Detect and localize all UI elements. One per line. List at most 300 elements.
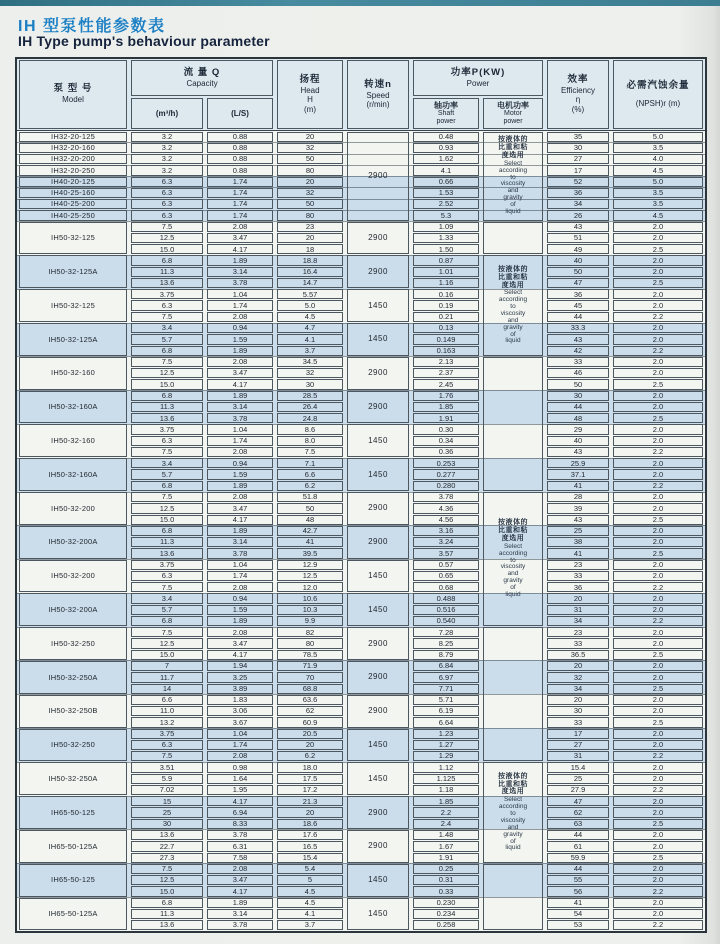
speed-cell: 2900 bbox=[347, 357, 409, 390]
efficiency-cell: 31 bbox=[547, 751, 609, 761]
head-cell: 7.1 bbox=[277, 458, 343, 468]
efficiency-cell: 43 bbox=[547, 334, 609, 344]
capacity-m3h-cell: 5.7 bbox=[131, 605, 203, 615]
shaft-power-cell: 0.230 bbox=[413, 898, 479, 908]
speed-cell: 1450 bbox=[347, 593, 409, 626]
npsh-cell: 4.5 bbox=[613, 210, 703, 220]
page-title-cn: IH 型泵性能参数表 bbox=[18, 18, 166, 35]
model-cell: IH50-32-160A bbox=[19, 458, 127, 491]
capacity-m3h-cell: 7.5 bbox=[131, 222, 203, 232]
head-cell: 78.5 bbox=[277, 650, 343, 660]
efficiency-cell: 25 bbox=[547, 526, 609, 536]
capacity-ls-cell: 1.89 bbox=[207, 526, 273, 536]
npsh-cell: 2.0 bbox=[613, 796, 703, 806]
capacity-ls-cell: 0.94 bbox=[207, 593, 273, 603]
shaft-power-cell: 1.27 bbox=[413, 740, 479, 750]
shaft-power-cell: 1.48 bbox=[413, 830, 479, 840]
efficiency-cell: 43 bbox=[547, 222, 609, 232]
table-header bbox=[17, 59, 705, 131]
capacity-ls-cell: 1.59 bbox=[207, 605, 273, 615]
model-cell: IH65-50-125 bbox=[19, 864, 127, 897]
header-capacity-m3h: (m³/h) bbox=[131, 98, 203, 129]
head-cell: 14.7 bbox=[277, 278, 343, 288]
capacity-ls-cell: 0.88 bbox=[207, 143, 273, 153]
table-body bbox=[17, 131, 705, 931]
capacity-m3h-cell: 6.3 bbox=[131, 177, 203, 187]
efficiency-cell: 33 bbox=[547, 638, 609, 648]
speed-cell: 1450 bbox=[347, 289, 409, 322]
npsh-cell: 2.0 bbox=[613, 762, 703, 772]
shaft-power-cell: 0.34 bbox=[413, 436, 479, 446]
header-motor-power: 电机功率 Motor power bbox=[483, 98, 543, 129]
capacity-m3h-cell: 6.3 bbox=[131, 210, 203, 220]
head-cell: 60.9 bbox=[277, 717, 343, 727]
capacity-ls-cell: 0.94 bbox=[207, 323, 273, 333]
efficiency-cell: 37.1 bbox=[547, 469, 609, 479]
head-cell: 4.1 bbox=[277, 334, 343, 344]
capacity-ls-cell: 3.89 bbox=[207, 684, 273, 694]
shaft-power-cell: 1.85 bbox=[413, 796, 479, 806]
efficiency-cell: 41 bbox=[547, 898, 609, 908]
npsh-cell: 2.2 bbox=[613, 920, 703, 930]
capacity-m3h-cell: 12.5 bbox=[131, 233, 203, 243]
capacity-m3h-cell: 3.4 bbox=[131, 323, 203, 333]
efficiency-cell: 56 bbox=[547, 886, 609, 896]
shaft-power-cell: 0.33 bbox=[413, 886, 479, 896]
speed-cell: 2900 bbox=[347, 796, 409, 829]
motor-note-cn: 按液体的 比重和粘 度选用 bbox=[498, 519, 528, 542]
efficiency-cell: 30 bbox=[547, 391, 609, 401]
capacity-m3h-cell: 15.0 bbox=[131, 650, 203, 660]
motor-power-cell bbox=[483, 222, 543, 255]
efficiency-cell: 43 bbox=[547, 447, 609, 457]
head-cell: 63.6 bbox=[277, 695, 343, 705]
npsh-cell: 2.0 bbox=[613, 830, 703, 840]
head-cell: 50 bbox=[277, 154, 343, 164]
capacity-m3h-cell: 7.5 bbox=[131, 864, 203, 874]
npsh-cell: 2.2 bbox=[613, 616, 703, 626]
capacity-ls-cell: 3.78 bbox=[207, 920, 273, 930]
head-cell: 8.6 bbox=[277, 424, 343, 434]
capacity-m3h-cell: 6.8 bbox=[131, 255, 203, 265]
speed-cell: 1450 bbox=[347, 560, 409, 593]
npsh-cell: 2.0 bbox=[613, 864, 703, 874]
shaft-power-cell: 1.53 bbox=[413, 188, 479, 198]
efficiency-cell: 41 bbox=[547, 481, 609, 491]
model-cell: IH32-20-200 bbox=[19, 154, 127, 164]
efficiency-cell: 20 bbox=[547, 593, 609, 603]
npsh-cell: 2.0 bbox=[613, 909, 703, 919]
npsh-cell: 2.2 bbox=[613, 481, 703, 491]
head-cell: 51.8 bbox=[277, 492, 343, 502]
head-cell: 5.4 bbox=[277, 864, 343, 874]
npsh-cell: 2.0 bbox=[613, 537, 703, 547]
shaft-power-cell: 0.540 bbox=[413, 616, 479, 626]
head-cell: 80 bbox=[277, 638, 343, 648]
npsh-cell: 2.0 bbox=[613, 300, 703, 310]
capacity-ls-cell: 2.08 bbox=[207, 627, 273, 637]
capacity-m3h-cell: 11.0 bbox=[131, 706, 203, 716]
npsh-cell: 2.0 bbox=[613, 334, 703, 344]
speed-cell: 2900 bbox=[347, 526, 409, 559]
efficiency-cell: 40 bbox=[547, 436, 609, 446]
capacity-ls-cell: 2.08 bbox=[207, 222, 273, 232]
capacity-ls-cell: 1.74 bbox=[207, 177, 273, 187]
npsh-cell: 2.5 bbox=[613, 684, 703, 694]
npsh-cell: 4.5 bbox=[613, 165, 703, 175]
capacity-m3h-cell: 15.0 bbox=[131, 886, 203, 896]
efficiency-cell: 42 bbox=[547, 346, 609, 356]
capacity-m3h-cell: 12.5 bbox=[131, 875, 203, 885]
npsh-cell: 2.0 bbox=[613, 424, 703, 434]
efficiency-cell: 44 bbox=[547, 864, 609, 874]
efficiency-cell: 33 bbox=[547, 717, 609, 727]
npsh-cell: 2.0 bbox=[613, 402, 703, 412]
capacity-m3h-cell: 6.6 bbox=[131, 695, 203, 705]
capacity-m3h-cell: 5.7 bbox=[131, 334, 203, 344]
capacity-m3h-cell: 15.0 bbox=[131, 379, 203, 389]
head-cell: 28.5 bbox=[277, 391, 343, 401]
capacity-m3h-cell: 7.02 bbox=[131, 785, 203, 795]
head-cell: 68.8 bbox=[277, 684, 343, 694]
head-cell: 17.2 bbox=[277, 785, 343, 795]
shaft-power-cell: 4.56 bbox=[413, 515, 479, 525]
npsh-cell: 2.0 bbox=[613, 267, 703, 277]
capacity-m3h-cell: 11.3 bbox=[131, 267, 203, 277]
capacity-m3h-cell: 15.0 bbox=[131, 244, 203, 254]
head-cell: 4.5 bbox=[277, 886, 343, 896]
shaft-power-cell: 1.50 bbox=[413, 244, 479, 254]
efficiency-cell: 50 bbox=[547, 267, 609, 277]
head-cell: 18 bbox=[277, 244, 343, 254]
model-cell: IH32-20-250 bbox=[19, 165, 127, 175]
capacity-ls-cell: 2.08 bbox=[207, 312, 273, 322]
capacity-m3h-cell: 6.3 bbox=[131, 188, 203, 198]
shaft-power-cell: 4.36 bbox=[413, 503, 479, 513]
capacity-ls-cell: 1.94 bbox=[207, 661, 273, 671]
npsh-cell: 2.5 bbox=[613, 717, 703, 727]
model-cell: IH40-25-200 bbox=[19, 199, 127, 209]
shaft-power-cell: 3.57 bbox=[413, 548, 479, 558]
motor-note-en: Select according to viscosity and gravity of liquid bbox=[498, 159, 528, 215]
head-cell: 4.7 bbox=[277, 323, 343, 333]
npsh-cell: 2.0 bbox=[613, 593, 703, 603]
motor-note-cn: 按液体的 比重和粘 度选用 bbox=[498, 136, 528, 159]
npsh-cell: 2.2 bbox=[613, 447, 703, 457]
shaft-power-cell: 1.09 bbox=[413, 222, 479, 232]
npsh-cell: 2.5 bbox=[613, 853, 703, 863]
head-cell: 48 bbox=[277, 515, 343, 525]
shaft-power-cell: 0.31 bbox=[413, 875, 479, 885]
shaft-power-cell: 8.25 bbox=[413, 638, 479, 648]
npsh-cell: 2.0 bbox=[613, 605, 703, 615]
head-cell: 3.7 bbox=[277, 920, 343, 930]
shaft-power-cell: 7.71 bbox=[413, 684, 479, 694]
header-model: 泵 型 号 Model bbox=[19, 60, 127, 129]
capacity-ls-cell: 4.17 bbox=[207, 650, 273, 660]
efficiency-cell: 36 bbox=[547, 289, 609, 299]
efficiency-cell: 30 bbox=[547, 706, 609, 716]
capacity-ls-cell: 2.08 bbox=[207, 751, 273, 761]
shaft-power-cell: 6.64 bbox=[413, 717, 479, 727]
model-cell: IH32-20-160 bbox=[19, 143, 127, 153]
shaft-power-cell: 0.21 bbox=[413, 312, 479, 322]
capacity-ls-cell: 2.08 bbox=[207, 582, 273, 592]
efficiency-cell: 32 bbox=[547, 672, 609, 682]
head-cell: 3.7 bbox=[277, 346, 343, 356]
capacity-m3h-cell: 12.5 bbox=[131, 368, 203, 378]
head-cell: 32 bbox=[277, 188, 343, 198]
capacity-m3h-cell: 7.5 bbox=[131, 751, 203, 761]
model-cell: IH40-25-250 bbox=[19, 210, 127, 220]
efficiency-cell: 44 bbox=[547, 402, 609, 412]
head-cell: 4.5 bbox=[277, 312, 343, 322]
capacity-ls-cell: 0.94 bbox=[207, 458, 273, 468]
capacity-m3h-cell: 3.2 bbox=[131, 165, 203, 175]
capacity-m3h-cell: 6.3 bbox=[131, 436, 203, 446]
npsh-cell: 2.2 bbox=[613, 582, 703, 592]
efficiency-cell: 61 bbox=[547, 841, 609, 851]
capacity-m3h-cell: 6.8 bbox=[131, 391, 203, 401]
model-cell: IH50-32-125A bbox=[19, 323, 127, 356]
npsh-cell: 2.0 bbox=[613, 492, 703, 502]
capacity-ls-cell: 1.59 bbox=[207, 469, 273, 479]
efficiency-cell: 30 bbox=[547, 143, 609, 153]
capacity-ls-cell: 3.47 bbox=[207, 368, 273, 378]
npsh-cell: 2.2 bbox=[613, 346, 703, 356]
npsh-cell: 2.0 bbox=[613, 774, 703, 784]
shaft-power-cell: 1.23 bbox=[413, 729, 479, 739]
capacity-m3h-cell: 5.9 bbox=[131, 774, 203, 784]
npsh-cell: 5.0 bbox=[613, 177, 703, 187]
capacity-m3h-cell: 11.3 bbox=[131, 537, 203, 547]
npsh-cell: 2.2 bbox=[613, 751, 703, 761]
shaft-power-cell: 0.280 bbox=[413, 481, 479, 491]
capacity-ls-cell: 1.89 bbox=[207, 481, 273, 491]
capacity-ls-cell: 1.74 bbox=[207, 740, 273, 750]
efficiency-cell: 53 bbox=[547, 920, 609, 930]
speed-cell: 1450 bbox=[347, 458, 409, 491]
capacity-m3h-cell: 12.5 bbox=[131, 638, 203, 648]
capacity-m3h-cell: 13.6 bbox=[131, 920, 203, 930]
shaft-power-cell: 0.163 bbox=[413, 346, 479, 356]
capacity-ls-cell: 8.33 bbox=[207, 819, 273, 829]
capacity-m3h-cell: 11.7 bbox=[131, 672, 203, 682]
head-cell: 5 bbox=[277, 875, 343, 885]
model-cell: IH50-32-160A bbox=[19, 391, 127, 424]
capacity-m3h-cell: 11.3 bbox=[131, 909, 203, 919]
head-cell: 10.3 bbox=[277, 605, 343, 615]
capacity-m3h-cell: 7 bbox=[131, 661, 203, 671]
motor-note-cn: 按液体的 比重和粘 度选用 bbox=[498, 265, 528, 289]
capacity-m3h-cell: 3.75 bbox=[131, 424, 203, 434]
capacity-m3h-cell: 27.3 bbox=[131, 853, 203, 863]
capacity-ls-cell: 0.98 bbox=[207, 762, 273, 772]
shaft-power-cell: 6.84 bbox=[413, 661, 479, 671]
efficiency-cell: 27.9 bbox=[547, 785, 609, 795]
shaft-power-cell: 0.149 bbox=[413, 334, 479, 344]
npsh-cell: 3.5 bbox=[613, 188, 703, 198]
capacity-m3h-cell: 11.3 bbox=[131, 402, 203, 412]
capacity-ls-cell: 1.89 bbox=[207, 255, 273, 265]
shaft-power-cell: 0.87 bbox=[413, 255, 479, 265]
shaft-power-cell: 0.48 bbox=[413, 132, 479, 142]
shaft-power-cell: 0.234 bbox=[413, 909, 479, 919]
efficiency-cell: 52 bbox=[547, 177, 609, 187]
capacity-m3h-cell: 3.2 bbox=[131, 143, 203, 153]
speed-cell: 1450 bbox=[347, 729, 409, 762]
head-cell: 7.5 bbox=[277, 447, 343, 457]
efficiency-cell: 47 bbox=[547, 796, 609, 806]
capacity-m3h-cell: 7.5 bbox=[131, 357, 203, 367]
capacity-ls-cell: 1.74 bbox=[207, 199, 273, 209]
head-cell: 39.5 bbox=[277, 548, 343, 558]
efficiency-cell: 33 bbox=[547, 357, 609, 367]
speed-cell: 1450 bbox=[347, 762, 409, 795]
shaft-power-cell: 5.71 bbox=[413, 695, 479, 705]
npsh-cell: 2.0 bbox=[613, 368, 703, 378]
head-cell: 18.6 bbox=[277, 819, 343, 829]
capacity-m3h-cell: 13.6 bbox=[131, 548, 203, 558]
efficiency-cell: 62 bbox=[547, 807, 609, 817]
capacity-m3h-cell: 7.5 bbox=[131, 492, 203, 502]
shaft-power-cell: 0.68 bbox=[413, 582, 479, 592]
shaft-power-cell: 1.29 bbox=[413, 751, 479, 761]
capacity-ls-cell: 1.89 bbox=[207, 616, 273, 626]
model-cell: IH40-25-160 bbox=[19, 188, 127, 198]
head-cell: 20 bbox=[277, 132, 343, 142]
capacity-ls-cell: 3.47 bbox=[207, 503, 273, 513]
head-cell: 71.9 bbox=[277, 661, 343, 671]
npsh-cell: 2.0 bbox=[613, 526, 703, 536]
capacity-ls-cell: 1.89 bbox=[207, 898, 273, 908]
efficiency-cell: 36 bbox=[547, 582, 609, 592]
head-cell: 6.2 bbox=[277, 481, 343, 491]
capacity-ls-cell: 7.58 bbox=[207, 853, 273, 863]
npsh-cell: 2.5 bbox=[613, 819, 703, 829]
shaft-power-cell: 1.62 bbox=[413, 154, 479, 164]
motor-power-note-cell bbox=[483, 492, 543, 626]
npsh-cell: 2.0 bbox=[613, 323, 703, 333]
shaft-power-cell: 0.93 bbox=[413, 143, 479, 153]
capacity-m3h-cell: 7.5 bbox=[131, 582, 203, 592]
motor-power-cell bbox=[483, 864, 543, 931]
shaft-power-cell: 0.25 bbox=[413, 864, 479, 874]
capacity-ls-cell: 3.14 bbox=[207, 267, 273, 277]
capacity-ls-cell: 1.04 bbox=[207, 729, 273, 739]
capacity-ls-cell: 3.47 bbox=[207, 875, 273, 885]
efficiency-cell: 17 bbox=[547, 729, 609, 739]
head-cell: 6.2 bbox=[277, 751, 343, 761]
capacity-m3h-cell: 6.8 bbox=[131, 481, 203, 491]
shaft-power-cell: 1.01 bbox=[413, 267, 479, 277]
model-cell: IH50-32-250 bbox=[19, 627, 127, 660]
head-cell: 62 bbox=[277, 706, 343, 716]
efficiency-cell: 20 bbox=[547, 695, 609, 705]
capacity-m3h-cell: 3.2 bbox=[131, 154, 203, 164]
speed-cell: 1450 bbox=[347, 898, 409, 931]
npsh-cell: 2.0 bbox=[613, 672, 703, 682]
head-cell: 23 bbox=[277, 222, 343, 232]
capacity-m3h-cell: 6.8 bbox=[131, 616, 203, 626]
efficiency-cell: 15.4 bbox=[547, 762, 609, 772]
capacity-ls-cell: 1.95 bbox=[207, 785, 273, 795]
capacity-ls-cell: 1.04 bbox=[207, 289, 273, 299]
npsh-cell: 2.0 bbox=[613, 729, 703, 739]
capacity-ls-cell: 3.14 bbox=[207, 537, 273, 547]
capacity-ls-cell: 1.89 bbox=[207, 391, 273, 401]
capacity-m3h-cell: 6.3 bbox=[131, 199, 203, 209]
shaft-power-cell: 0.13 bbox=[413, 323, 479, 333]
npsh-cell: 2.0 bbox=[613, 695, 703, 705]
npsh-cell: 2.2 bbox=[613, 785, 703, 795]
speed-cell: 2900 bbox=[347, 255, 409, 288]
speed-cell: 2900 bbox=[347, 661, 409, 694]
capacity-m3h-cell: 3.4 bbox=[131, 458, 203, 468]
model-cell: IH65-50-125A bbox=[19, 830, 127, 863]
model-cell: IH50-32-125A bbox=[19, 255, 127, 288]
capacity-m3h-cell: 3.4 bbox=[131, 593, 203, 603]
efficiency-cell: 33.3 bbox=[547, 323, 609, 333]
capacity-ls-cell: 4.17 bbox=[207, 796, 273, 806]
capacity-ls-cell: 6.94 bbox=[207, 807, 273, 817]
capacity-m3h-cell: 3.2 bbox=[131, 132, 203, 142]
speed-cell: 2900 bbox=[347, 132, 409, 221]
head-cell: 70 bbox=[277, 672, 343, 682]
capacity-m3h-cell: 6.3 bbox=[131, 740, 203, 750]
top-bar bbox=[0, 0, 720, 6]
npsh-cell: 2.0 bbox=[613, 807, 703, 817]
efficiency-cell: 48 bbox=[547, 413, 609, 423]
efficiency-cell: 49 bbox=[547, 244, 609, 254]
head-cell: 30 bbox=[277, 379, 343, 389]
shaft-power-cell: 0.277 bbox=[413, 469, 479, 479]
motor-note-cn: 按液体的 比重和粘 度选用 bbox=[498, 772, 528, 796]
capacity-ls-cell: 2.08 bbox=[207, 864, 273, 874]
capacity-ls-cell: 3.78 bbox=[207, 278, 273, 288]
model-cell: IH50-32-160 bbox=[19, 357, 127, 390]
model-cell: IH50-32-250A bbox=[19, 661, 127, 694]
model-cell: IH50-32-160 bbox=[19, 424, 127, 457]
head-cell: 12.0 bbox=[277, 582, 343, 592]
motor-power-note-cell bbox=[483, 762, 543, 862]
npsh-cell: 2.0 bbox=[613, 503, 703, 513]
head-cell: 16.4 bbox=[277, 267, 343, 277]
head-cell: 80 bbox=[277, 165, 343, 175]
efficiency-cell: 20 bbox=[547, 661, 609, 671]
efficiency-cell: 46 bbox=[547, 368, 609, 378]
speed-cell: 2900 bbox=[347, 627, 409, 660]
model-cell: IH50-32-200 bbox=[19, 560, 127, 593]
header-speed: 转速n Speed (r/min) bbox=[347, 60, 409, 129]
capacity-ls-cell: 4.17 bbox=[207, 515, 273, 525]
npsh-cell: 2.5 bbox=[613, 548, 703, 558]
head-cell: 8.0 bbox=[277, 436, 343, 446]
efficiency-cell: 34 bbox=[547, 199, 609, 209]
model-cell: IH32-20-125 bbox=[19, 132, 127, 142]
capacity-m3h-cell: 22.7 bbox=[131, 841, 203, 851]
efficiency-cell: 23 bbox=[547, 560, 609, 570]
head-cell: 6.6 bbox=[277, 469, 343, 479]
shaft-power-cell: 0.30 bbox=[413, 424, 479, 434]
npsh-cell: 4.0 bbox=[613, 154, 703, 164]
head-cell: 50 bbox=[277, 199, 343, 209]
npsh-cell: 2.0 bbox=[613, 436, 703, 446]
efficiency-cell: 44 bbox=[547, 830, 609, 840]
head-cell: 32 bbox=[277, 143, 343, 153]
header-npsh: 必需汽蚀余量 (NPSH)r (m) bbox=[613, 60, 703, 129]
efficiency-cell: 40 bbox=[547, 255, 609, 265]
